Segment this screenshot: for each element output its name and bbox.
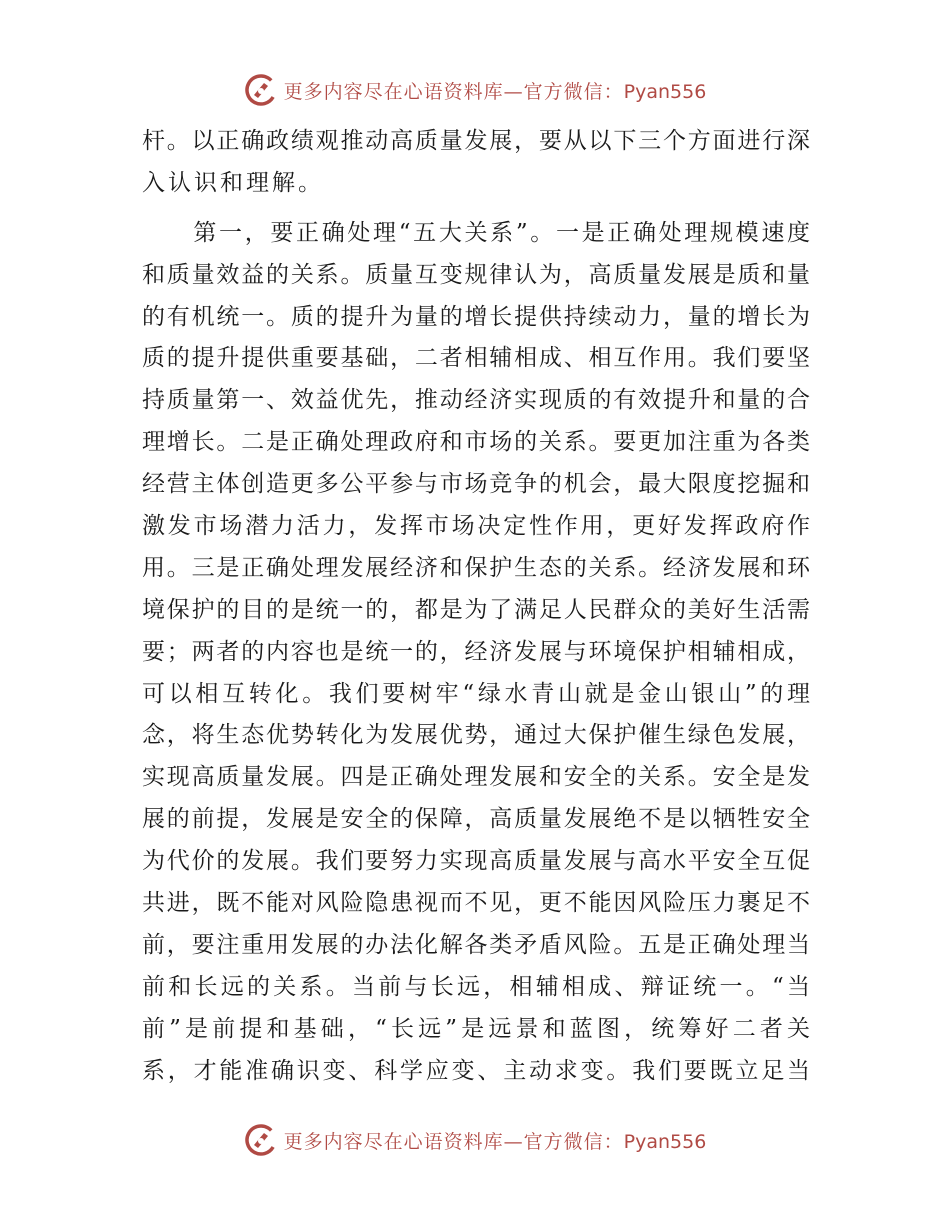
footer-banner-text: 更多内容尽在心语资料库—官方微信：Pyan556 [283, 1130, 707, 1153]
text-line: 持质量第一、效益优先，推动经济实现质的有效提升和量的合 [142, 387, 810, 414]
footer-banner [0, 1120, 950, 1160]
paragraph [142, 213, 810, 1135]
header-banner-text: 更多内容尽在心语资料库—官方微信：Pyan556 [283, 80, 707, 103]
wechat-id: Pyan556 [623, 1130, 707, 1153]
header-banner [0, 70, 950, 110]
text-line: 理增长。二是正确处理政府和市场的关系。要更加注重为各类 [142, 429, 810, 456]
text-line: 用。三是正确处理发展经济和保护生态的关系。经济发展和环 [142, 554, 810, 581]
text-line: 实现高质量发展。四是正确处理发展和安全的关系。安全是发 [142, 764, 810, 791]
text-line: 第一，要正确处理“五大关系”。一是正确处理规模速度 [142, 219, 810, 246]
text-line: 激发市场潜力活力，发挥市场决定性作用，更好发挥政府作 [142, 513, 810, 540]
document-body [142, 121, 810, 1134]
text-line: 展的前提，发展是安全的保障，高质量发展绝不是以牺牲安全 [142, 806, 810, 833]
brush-circle-logo-icon [244, 73, 278, 107]
text-line: 共进，既不能对风险隐患视而不见，更不能因风险压力裹足不 [142, 890, 810, 917]
text-line: 可以相互转化。我们要树牢“绿水青山就是金山银山”的理 [142, 680, 810, 707]
text-line: 前和长远的关系。当前与长远，相辅相成、辩证统一。“当 [142, 973, 810, 1000]
text-line: 和质量效益的关系。质量互变规律认为，高质量发展是质和量 [142, 261, 810, 288]
text-line: 的有机统一。质的提升为量的增长提供持续动力，量的增长为 [142, 303, 810, 330]
text-line: 为代价的发展。我们要努力实现高质量发展与高水平安全互促 [142, 848, 810, 875]
text-line: 入认识和理解。 [142, 169, 324, 196]
text-line: 质的提升提供重要基础，二者相辅相成、相互作用。我们要坚 [142, 345, 810, 372]
text-line: 前”是前提和基础，“长远”是远景和蓝图，统筹好二者关 [142, 1015, 810, 1042]
text-line: 境保护的目的是统一的，都是为了满足人民群众的美好生活需 [142, 596, 810, 623]
text-line: 要；两者的内容也是统一的，经济发展与环境保护相辅相成， [142, 638, 810, 665]
text-line: 杆。以正确政绩观推动高质量发展，要从以下三个方面进行深 [142, 128, 810, 154]
text-line: 系，才能准确识变、科学应变、主动求变。我们要既立足当 [142, 1057, 810, 1084]
brush-circle-logo-icon [244, 1123, 278, 1157]
wechat-id: Pyan556 [623, 80, 707, 103]
text-line: 经营主体创造更多公平参与市场竞争的机会，最大限度挖掘和 [142, 471, 810, 498]
text-line: 念，将生态优势转化为发展优势，通过大保护催生绿色发展， [142, 722, 810, 749]
paragraph [142, 121, 810, 205]
text-line: 前，要注重用发展的办法化解各类矛盾风险。五是正确处理当 [142, 931, 810, 958]
